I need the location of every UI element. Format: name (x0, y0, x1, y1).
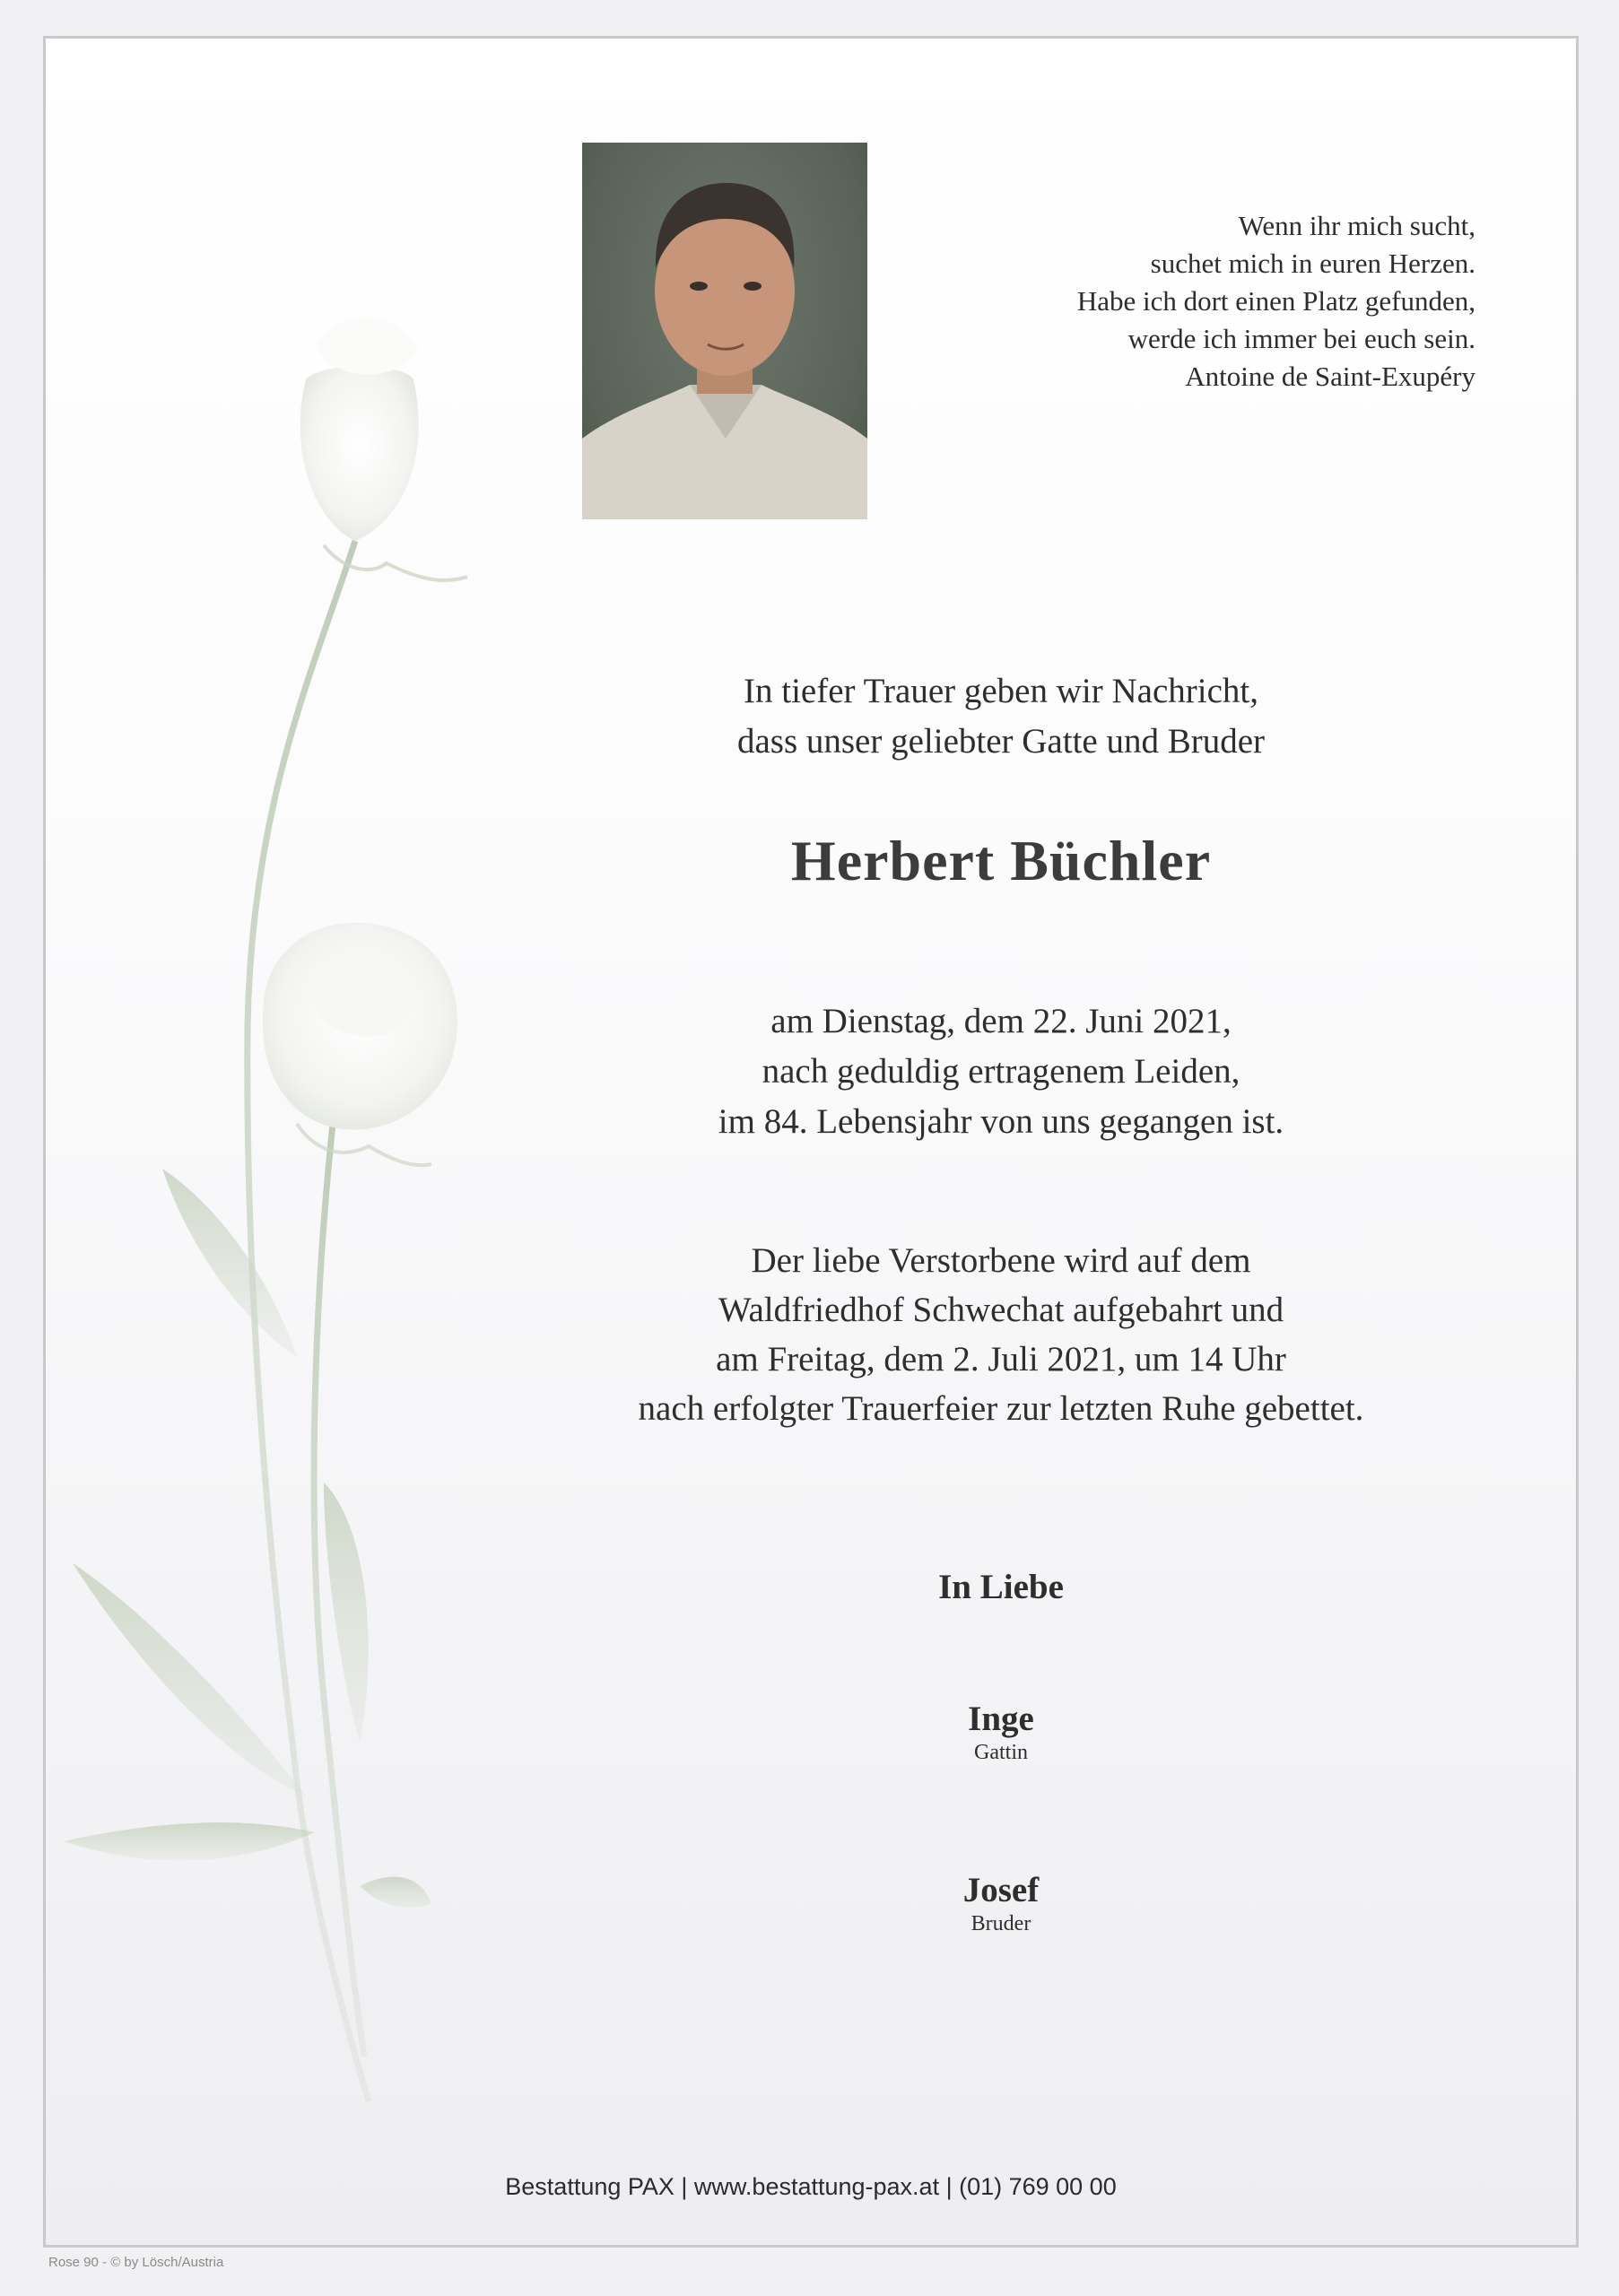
funeral-home-footer: Bestattung PAX | www.bestattung-pax.at | (01) 769 00 00 (505, 2173, 1117, 2200)
obituary-card (43, 36, 1579, 2248)
mourner-entry (561, 1700, 1441, 1766)
mourners-heading: In Liebe (938, 1568, 1064, 1606)
death-line: im 84. Lebensjahr von uns gegangen ist. (718, 1102, 1284, 1141)
funeral-line: nach erfolgter Trauerfeier zur letzten Ruhe gebettet. (638, 1389, 1364, 1428)
death-line: am Dienstag, dem 22. Juni 2021, (770, 1002, 1232, 1040)
death-details (561, 996, 1441, 1147)
mourner-name: Josef (962, 1871, 1040, 1909)
quote-line: Wenn ihr mich sucht, (1238, 210, 1475, 241)
mourner-role: Gattin (974, 1741, 1028, 1764)
mourner-role: Bruder (971, 1912, 1031, 1935)
intro-line: In tiefer Trauer geben wir Nachricht, (744, 672, 1258, 710)
funeral-line: Waldfriedhof Schwechat aufgebahrt und (718, 1291, 1284, 1329)
deceased-name: Herbert Büchler (790, 829, 1212, 892)
copyright-note: Rose 90 - © by Lösch/Austria (48, 2255, 224, 2270)
mourner-entry (561, 1871, 1441, 1937)
portrait-photo (582, 143, 867, 519)
mourner-name: Inge (968, 1700, 1034, 1738)
white-rose-illustration (46, 39, 548, 2248)
portrait-illustration (582, 143, 867, 519)
funeral-line: am Freitag, dem 2. Juli 2021, um 14 Uhr (716, 1340, 1286, 1378)
quote-block (1077, 207, 1475, 396)
funeral-details (561, 1236, 1441, 1433)
death-line: nach geduldig ertragenem Leiden, (762, 1052, 1240, 1091)
quote-line: Habe ich dort einen Platz gefunden, (1076, 285, 1475, 317)
announcement-intro (561, 666, 1441, 767)
quote-line: werde ich immer bei euch sein. (1127, 323, 1475, 354)
quote-author: Antoine de Saint-Exupéry (1185, 361, 1475, 392)
funeral-line: Der liebe Verstorbene wird auf dem (751, 1241, 1251, 1280)
intro-line: dass unser geliebter Gatte und Bruder (736, 722, 1266, 761)
quote-line: suchet mich in euren Herzen. (1150, 248, 1475, 279)
